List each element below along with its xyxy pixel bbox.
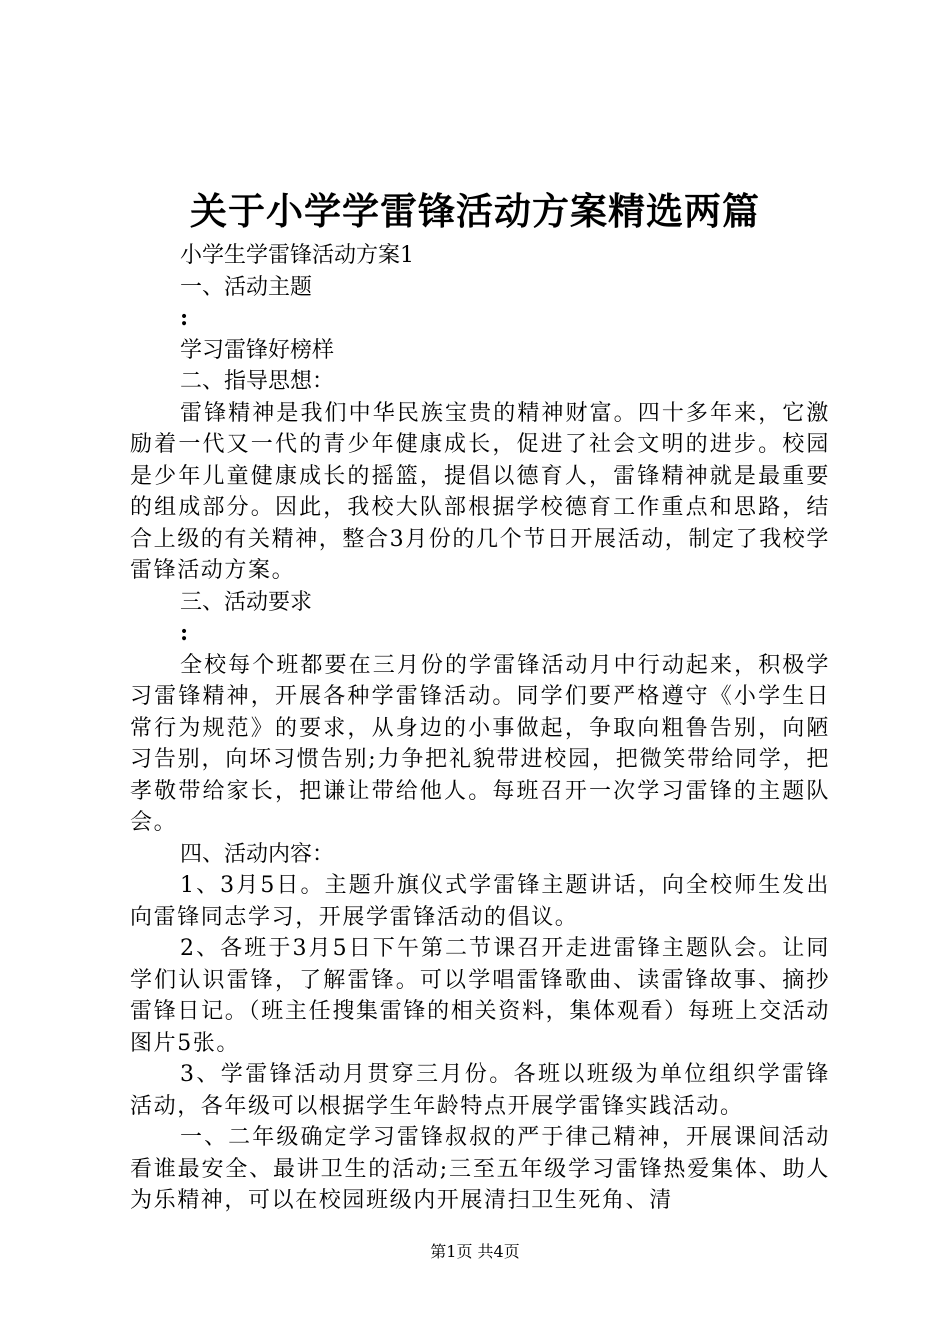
body-paragraph: 一、二年级确定学习雷锋叔叔的严于律己精神，开展课间活动看谁最安全、最讲卫生的活动;三至五年级学习雷锋热爱集体、助人为乐精神，可以在校园班级内开展清扫卫生死角、清 — [130, 1125, 830, 1213]
heading-line: 一、活动主题 — [180, 274, 313, 300]
colon-line: : — [180, 305, 189, 331]
heading-line: 小学生学雷锋活动方案1 — [180, 243, 414, 268]
heading-line: 三、活动要求 — [180, 589, 313, 615]
document-title: 关于小学学雷锋活动方案精选两篇 — [190, 189, 760, 233]
heading-line: 四、活动内容： — [180, 841, 335, 867]
document-body — [130, 240, 830, 1217]
body-paragraph: 全校每个班都要在三月份的学雷锋活动月中行动起来，积极学习雷锋精神，开展各种学雷锋活动。同学们要严格遵守《小学生日常行为规范》的要求，从身边的小事做起，争取向粗鲁告别，向陋习告别，向坏习惯告别;力争把礼貌带进校园，把微笑带给同学，把孝敬带给家长，把谦让带给他人。每班召开一次学习雷锋的主题队会。 — [130, 652, 830, 835]
body-paragraph: 1、3月5日。主题升旗仪式学雷锋主题讲话，向全校师生发出向雷锋同志学习，开展学雷锋活动的倡议。 — [130, 873, 830, 930]
body-paragraph: 2、各班于3月5日下午第二节课召开走进雷锋主题队会。让同学们认识雷锋，了解雷锋。可以学唱雷锋歌曲、读雷锋故事、摘抄雷锋日记。（班主任搜集雷锋的相关资料，集体观看）每班上交活动图片5张。 — [130, 936, 830, 1056]
body-paragraph: 雷锋精神是我们中华民族宝贵的精神财富。四十多年来，它激励着一代又一代的青少年健康成长，促进了社会文明的进步。校园是少年儿童健康成长的摇篮，提倡以德育人，雷锋精神就是最重要的组成部分。因此，我校大队部根据学校德育工作重点和思路，结合上级的有关精神，整合3月份的几个节日开展活动，制定了我校学雷锋活动方案。 — [130, 400, 830, 583]
body-paragraph: 3、学雷锋活动月贯穿三月份。各班以班级为单位组织学雷锋活动，各年级可以根据学生年龄特点开展学雷锋实践活动。 — [130, 1062, 830, 1119]
heading-line: 学习雷锋好榜样 — [180, 337, 335, 363]
heading-line: 二、指导思想： — [180, 369, 335, 394]
page-footer: 第1页 共4页 — [430, 1242, 520, 1261]
colon-line: : — [180, 620, 189, 646]
